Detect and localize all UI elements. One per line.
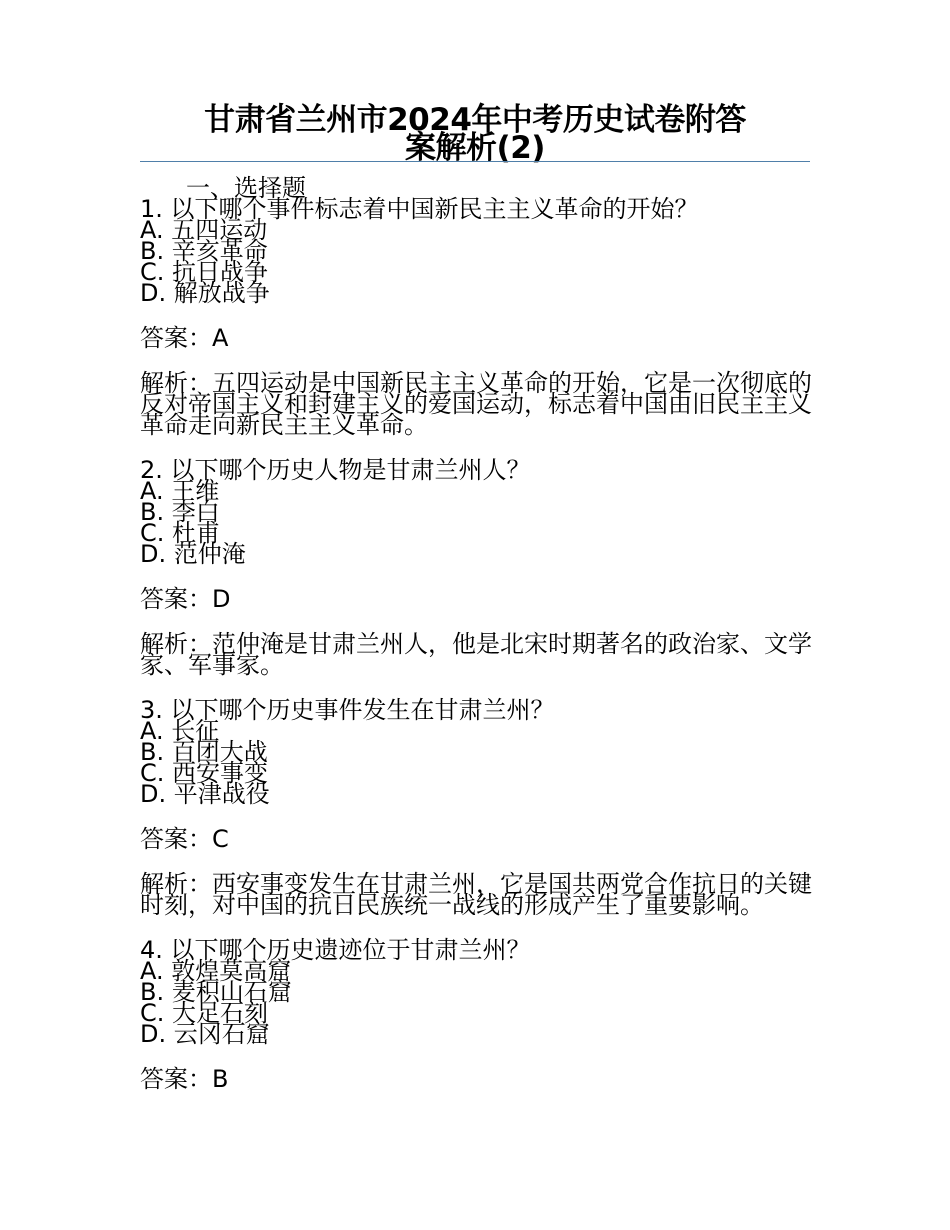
option-b: B. 百团大战 bbox=[140, 738, 268, 766]
option-d: D. 解放战争 bbox=[140, 279, 270, 307]
answer-text: 答案：C bbox=[140, 825, 229, 853]
option-c: C. 西安事变 bbox=[140, 759, 269, 787]
option-b: B. 麦积山石窟 bbox=[140, 978, 292, 1006]
analysis-text: 解析：五四运动是中国新民主主义革命的开始，它是一次彻底的反对帝国主义和封建主义的爱国运动，标志着中国由旧民主主义革命走向新民主主义革命。 bbox=[140, 369, 812, 439]
title-underline bbox=[140, 161, 810, 162]
question-block-3 bbox=[140, 696, 812, 940]
option-b: B. 李白 bbox=[140, 498, 220, 526]
answer-text: 答案：A bbox=[140, 324, 229, 352]
question-text: 3. 以下哪个历史事件发生在甘肃兰州？ bbox=[140, 696, 555, 724]
option-b: B. 辛亥革命 bbox=[140, 237, 268, 265]
document-title bbox=[140, 102, 810, 166]
section-heading: 一、选择题 bbox=[186, 174, 306, 202]
answer-text: 答案：D bbox=[140, 585, 231, 613]
document-body bbox=[140, 174, 812, 1093]
title-line-2: 案解析(2) bbox=[405, 130, 545, 166]
option-a: A. 五四运动 bbox=[140, 216, 268, 244]
question-text: 2. 以下哪个历史人物是甘肃兰州人？ bbox=[140, 456, 531, 484]
title-line-1: 甘肃省兰州市2024年中考历史试卷附答 bbox=[204, 102, 746, 138]
answer-text: 答案：B bbox=[140, 1065, 229, 1093]
question-block-4 bbox=[140, 936, 812, 1093]
question-block-2 bbox=[140, 456, 812, 700]
option-d: D. 云冈石窟 bbox=[140, 1020, 270, 1048]
option-c: C. 大足石刻 bbox=[140, 999, 269, 1027]
option-a: A. 敦煌莫高窟 bbox=[140, 957, 292, 985]
option-c: C. 抗日战争 bbox=[140, 258, 269, 286]
analysis-text: 解析：西安事变发生在甘肃兰州，它是国共两党合作抗日的关键时刻，对中国的抗日民族统一战线的形成产生了重要影响。 bbox=[140, 870, 812, 919]
option-a: A. 王维 bbox=[140, 477, 220, 505]
question-text: 4. 以下哪个历史遗迹位于甘肃兰州？ bbox=[140, 936, 531, 964]
question-block-1 bbox=[140, 195, 812, 460]
option-d: D. 平津战役 bbox=[140, 780, 270, 808]
question-text: 1. 以下哪个事件标志着中国新民主主义革命的开始？ bbox=[140, 195, 699, 223]
option-c: C. 杜甫 bbox=[140, 519, 221, 547]
option-a: A. 长征 bbox=[140, 717, 220, 745]
analysis-text: 解析：范仲淹是甘肃兰州人，他是北宋时期著名的政治家、文学家、军事家。 bbox=[140, 630, 812, 679]
option-d: D. 范仲淹 bbox=[140, 540, 246, 568]
